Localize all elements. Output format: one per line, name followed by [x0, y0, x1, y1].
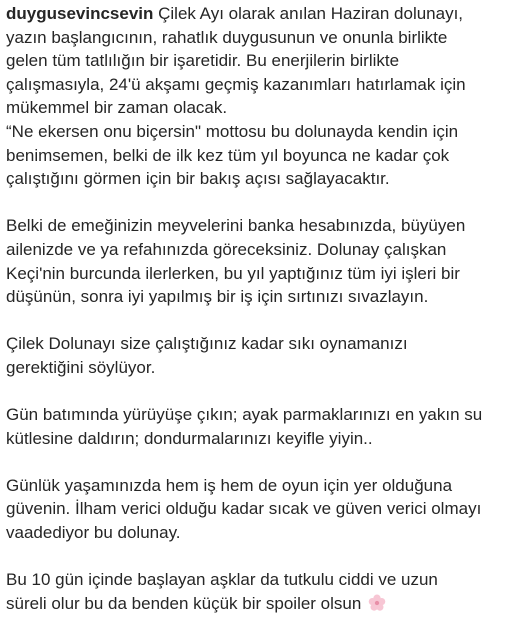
username-link[interactable]: duygusevincsevin: [6, 4, 154, 23]
caption-line: yazın başlangıcının, rahatlık duygusunun ve onunla birlikte: [6, 27, 448, 47]
caption-line: Belki de emeğinizin meyvelerini banka hesabınızda, büyüyen: [6, 216, 466, 236]
paragraph-gap: [6, 545, 504, 569]
caption-line: Keçi'nin burcunda ilerlerken, bu yıl yaptığınız tüm iyi işleri bir: [6, 263, 460, 283]
paragraph-gap: [6, 309, 504, 333]
caption-line: [6, 2, 504, 26]
caption-text: Çilek Ayı olarak anılan Haziran dolunayı,: [153, 4, 464, 23]
paragraph-gap: [6, 380, 504, 404]
caption-line: Günlük yaşamınızda hem iş hem de oyun için yer olduğuna: [6, 475, 453, 495]
caption-line: kütlesine daldırın; dondurmalarınızı keyifle yiyin..: [6, 428, 373, 448]
caption-line: düşünün, sonra iyi yapılmış bir iş için sırtınızı sıvazlayın.: [6, 287, 429, 307]
caption-line: benimsemen, belki de ilk kez tüm yıl boyunca ne kadar çok: [6, 145, 450, 165]
paragraph-gap: [6, 450, 504, 474]
caption-text: süreli olur bu da benden küçük bir spoiler olsun: [6, 593, 362, 613]
caption-line: Bu 10 gün içinde başlayan aşklar da tutkulu ciddi ve uzun: [6, 570, 438, 590]
caption-line: Gün batımında yürüyüşe çıkın; ayak parmaklarınızı en yakın su: [6, 405, 483, 425]
caption-line: vaadediyor bu dolunay.: [6, 523, 181, 543]
caption-line: Çilek Dolunayı size çalıştığınız kadar sıkı oynamanızı: [6, 334, 408, 354]
paragraph-gap: [6, 191, 504, 215]
caption-line: “Ne ekersen onu biçersin" mottosu bu dolunayda kendin için: [6, 121, 459, 141]
caption-line: güvenin. İlham verici olduğu kadar sıcak ve güven verici olmayı: [6, 499, 482, 519]
caption-line: mükemmel bir zaman olacak.: [6, 98, 228, 118]
caption-line: gelen tüm tatlılığın bir işaretidir. Bu enerjilerin birlikte: [6, 51, 400, 71]
cherry-blossom-icon: [368, 594, 386, 612]
caption-line: [6, 592, 504, 616]
caption-line: gerektiğini söylüyor.: [6, 357, 156, 377]
caption-line: ailenizde ve ya refahınızda göreceksiniz. Dolunay çalışkan: [6, 239, 447, 259]
caption-line: çalışmasıyla, 24'ü akşamı geçmiş kazanımları hatırlamak için: [6, 74, 466, 94]
caption-line: çalıştığını görmen için bir bakış açısı sağlayacaktır.: [6, 169, 390, 189]
